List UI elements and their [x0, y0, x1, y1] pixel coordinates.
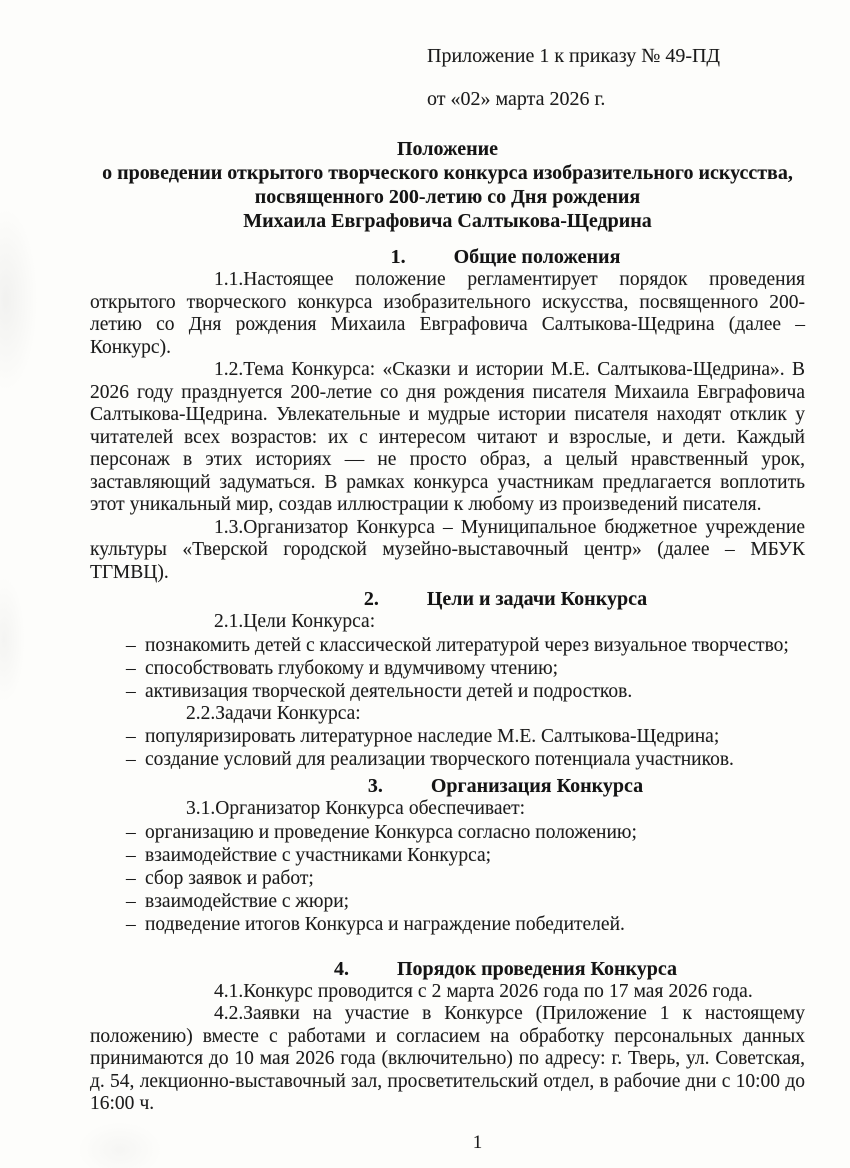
paragraph-2-2-number: 2.2. — [186, 702, 216, 724]
dash-marker: – — [126, 913, 136, 935]
paragraph-1-2 — [90, 359, 805, 517]
task-text: популяризировать литературное наследие М.Е. Салтыкова-Щедрина; — [145, 726, 720, 747]
section-1-heading — [148, 246, 850, 269]
goal-item — [90, 657, 805, 680]
section-1-number: 1. — [390, 246, 406, 268]
paragraph-1-2-number: 1.2. — [214, 359, 244, 380]
task-item — [90, 748, 805, 771]
paragraph-1-1 — [90, 269, 805, 359]
paragraph-1-2-text: Тема Конкурса: «Сказки и истории М.Е. Салтыкова-Щедрина». В 2026 году празднуется 200-летие со дня рождения писателя Михаила Евграфовича Салтыкова-Щедрина. Увлекательные и мудрые истории писателя находят отклик у читателей всех возрастов: их с интересом читают и взрослые, и дети. Каждый персонаж в этих историях — не просто образ, а целый нравственный урок, заставляющий задуматься. В рамках конкурса участникам предлагается воплотить этот уникальный мир, создав иллюстрации к любому из произведений писателя. — [90, 359, 805, 515]
goal-item — [90, 680, 805, 703]
goal-text: познакомить детей с классической литературой через визуальное творчество; — [145, 634, 789, 656]
section-3-number: 3. — [367, 775, 383, 797]
paragraph-1-1-text: Настоящее положение регламентирует порядок проведения открытого творческого конкурса изобразительного искусства, посвященного 200-летию со Дня рождения Михаила Евграфовича Салтыкова-Щедрина (далее – Конкурс). — [90, 269, 805, 358]
duty-item — [90, 867, 805, 890]
paragraph-4-2-number: 4.2. — [214, 1003, 244, 1024]
goal-text: активизация творческой деятельности детей и подростков. — [145, 680, 633, 702]
section-4-title: Порядок проведения Конкурса — [396, 957, 678, 980]
duty-text: сбор заявок и работ; — [145, 867, 314, 889]
dash-marker: – — [126, 634, 136, 656]
title-line-4: Михаила Евграфовича Салтыкова-Щедрина — [243, 210, 652, 232]
section-2-title: Цели и задачи Конкурса — [426, 588, 648, 610]
appendix-header — [427, 45, 805, 110]
section-4-heading — [148, 958, 850, 981]
dash-marker: – — [126, 844, 136, 866]
section-3-heading — [148, 775, 850, 798]
task-text: создание условий для реализации творческого потенциала участников. — [145, 749, 734, 770]
paragraph-1-3-text: Организатор Конкурса – Муниципальное бюджетное учреждение культуры «Тверской городской музейно-выставочный центр» (далее – МБУК ТГМВЦ). — [90, 516, 805, 583]
paragraph-4-2 — [90, 1003, 805, 1116]
dash-marker: – — [126, 657, 136, 679]
title-line-3: посвященного 200-летию со Дня рождения — [254, 186, 641, 208]
section-1-title: Общие положения — [453, 246, 621, 268]
paragraph-4-1 — [90, 981, 805, 1004]
paragraph-3-1-text: Организатор Конкурса обеспечивает: — [215, 798, 526, 819]
duty-text: организацию и проведение Конкурса согласно положению; — [145, 821, 637, 843]
section-3-title: Организация Конкурса — [430, 775, 644, 797]
section-4-number: 4. — [333, 957, 349, 980]
title-line-1: Положение — [396, 138, 499, 160]
paragraph-4-1-text: Конкурс проводится с 2 марта 2026 года по 17 мая 2026 года. — [243, 980, 753, 1002]
paragraph-4-1-number: 4.1. — [214, 980, 244, 1002]
duty-item — [90, 913, 805, 936]
dash-marker: – — [126, 890, 136, 912]
paragraph-3-1-number: 3.1. — [186, 798, 216, 819]
dash-marker: – — [126, 726, 136, 747]
title-line-2: о проведении открытого творческого конкурса изобразительного искусства, — [102, 162, 793, 184]
duty-item — [90, 844, 805, 867]
goal-text: способствовать глубокому и вдумчивому чтению; — [145, 657, 559, 679]
page-number: 1 — [472, 1131, 483, 1153]
duty-text: подведение итогов Конкурса и награждение победителей. — [145, 913, 625, 935]
paragraph-2-1-number: 2.1. — [214, 611, 244, 632]
goal-item — [90, 634, 805, 657]
duty-item — [90, 821, 805, 844]
paragraph-2-2-text: Задачи Конкурса: — [215, 702, 361, 724]
task-item — [90, 725, 805, 748]
paragraph-1-3-number: 1.3. — [214, 516, 244, 538]
duty-text: взаимодействие с участниками Конкурса; — [145, 844, 492, 866]
dash-marker: – — [126, 749, 136, 770]
dash-marker: – — [126, 867, 136, 889]
order-date-line: от «02» марта 2026 г. — [427, 88, 606, 110]
dash-marker: – — [126, 821, 136, 843]
paragraph-2-1 — [90, 611, 805, 634]
dash-marker: – — [126, 680, 136, 702]
paragraph-2-1-text: Цели Конкурса: — [243, 611, 376, 632]
paragraph-1-1-number: 1.1. — [214, 269, 244, 290]
paragraph-4-2-text: Заявки на участие в Конкурсе (Приложение 1 к настоящему положению) вместе с работами и согласием на обработку персональных данных принимаются до 10 мая 2026 года (включительно) по адресу: г. Тверь, ул. Советская, д. 54, лекционно-выставочный зал, просветительский отдел, в рабочие дни с 10:00 до 16:00 ч. — [90, 1003, 805, 1114]
section-2-number: 2. — [363, 588, 379, 610]
paragraph-3-1 — [90, 798, 805, 821]
section-2-heading — [148, 588, 850, 611]
doc-title — [90, 137, 805, 233]
paragraph-1-3 — [90, 517, 805, 585]
appendix-line: Приложение 1 к приказу № 49-ПД — [427, 45, 721, 67]
duty-item — [90, 890, 805, 913]
paragraph-2-2 — [90, 703, 805, 726]
duty-text: взаимодействие с жюри; — [145, 890, 350, 912]
